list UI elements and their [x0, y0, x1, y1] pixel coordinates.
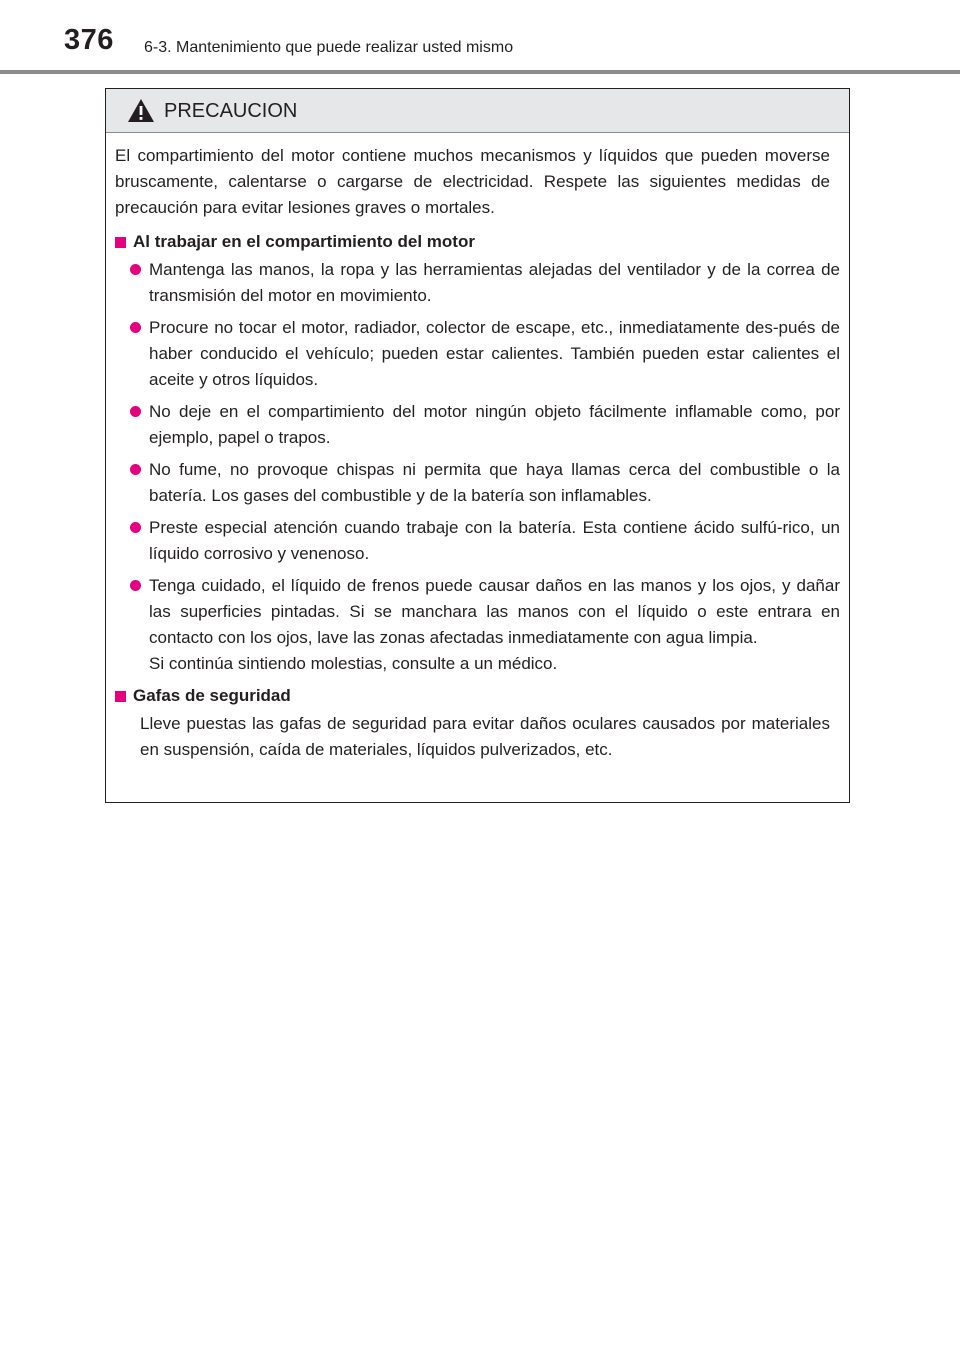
list-item-main-text: Tenga cuidado, el líquido de frenos puede causar daños en las manos y los ojos, y dañar las superficies pintadas. Si se manchara las manos con el líquido o este entrara en contacto con los ojos, lave las zonas afectadas inmediatamente con agua limpia.: [149, 576, 840, 647]
glasses-section-text: Lleve puestas las gafas de seguridad para evitar daños oculares causados por materiales en suspensión, caída de materiales, líquidos pulverizados, etc.: [140, 714, 830, 759]
round-bullet-icon: [130, 464, 141, 475]
list-item: [115, 515, 840, 567]
round-bullet-icon: [130, 322, 141, 333]
section-title: 6-3. Mantenimiento que puede realizar usted mismo: [144, 39, 514, 56]
square-bullet-icon: [115, 237, 126, 248]
caution-title: PRECAUCION: [164, 100, 298, 122]
list-item-text: No fume, no provoque chispas ni permita que haya llamas cerca del combustible o la batería. Los gases del combustible y de la batería son inflamables.: [149, 460, 840, 505]
list-item: [115, 399, 840, 451]
glasses-section-heading: [115, 683, 840, 709]
warning-triangle-icon: [127, 98, 155, 123]
list-item-text: Mantenga las manos, la ropa y las herramientas alejadas del ventilador y de la correa de transmisión del motor en movimiento.: [149, 260, 840, 305]
square-bullet-icon: [115, 691, 126, 702]
engine-section-heading: [115, 229, 840, 255]
caution-intro: El compartimiento del motor contiene muchos mecanismos y líquidos que pueden moverse bruscamente, calentarse o cargarse de electricidad. Respete las siguientes medidas de precaución para evitar lesiones graves o mortales.: [115, 146, 830, 217]
list-item: [115, 257, 840, 309]
list-item-note: Si continúa sintiendo molestias, consulte a un médico.: [149, 654, 558, 673]
engine-section-heading-text: Al trabajar en el compartimiento del motor: [133, 232, 475, 251]
list-item-text: Procure no tocar el motor, radiador, colector de escape, etc., inmediatamente des-pués de haber conducido el vehículo; pueden estar calientes. También pueden estar calientes el aceite y otros líquidos.: [149, 318, 840, 389]
list-item: [115, 457, 840, 509]
caution-header: [106, 89, 849, 133]
list-item: [115, 573, 840, 677]
round-bullet-icon: [130, 580, 141, 591]
list-item: [115, 315, 840, 393]
caution-body: [106, 133, 849, 763]
round-bullet-icon: [130, 522, 141, 533]
list-item-text: [149, 573, 840, 677]
page-number: 376: [64, 24, 114, 56]
round-bullet-icon: [130, 406, 141, 417]
list-item-text: Preste especial atención cuando trabaje con la batería. Esta contiene ácido sulfú-rico, un líquido corrosivo y venenoso.: [149, 518, 840, 563]
round-bullet-icon: [130, 264, 141, 275]
caution-box: [105, 88, 850, 803]
list-item-text: No deje en el compartimiento del motor ningún objeto fácilmente inflamable como, por ejemplo, papel o trapos.: [149, 402, 840, 447]
glasses-section-heading-text: Gafas de seguridad: [133, 686, 291, 705]
header-divider: [0, 70, 960, 74]
